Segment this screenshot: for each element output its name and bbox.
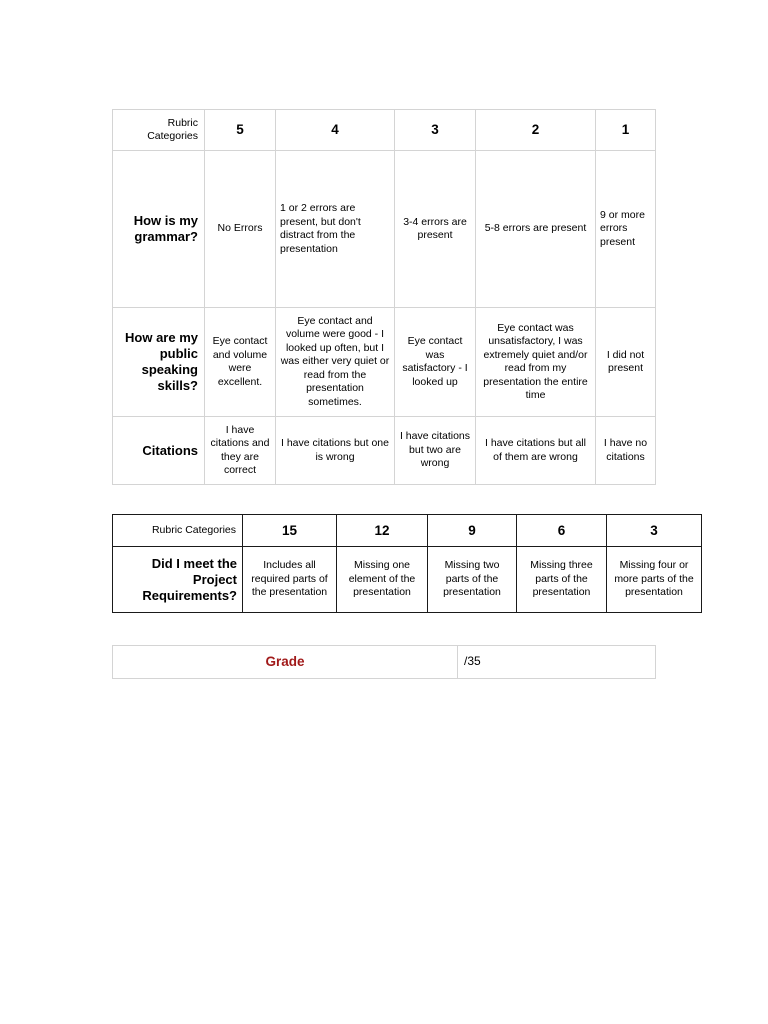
speaking-cell-4: Eye contact and volume were good - I looked up often, but I was either very quiet or read from the presentation sometimes. — [276, 308, 395, 417]
speaking-cell-5: Eye contact and volume were excellent. — [205, 308, 276, 417]
citations-cell-3: I have citations but two are wrong — [395, 417, 476, 485]
score-header-4: 4 — [276, 110, 395, 151]
rubric-row-requirements — [113, 547, 702, 613]
rubric-table-requirements — [112, 514, 702, 613]
citations-cell-2: I have citations but all of them are wrong — [476, 417, 596, 485]
citations-cell-1: I have no citations — [596, 417, 656, 485]
rubric2-categories-label: Rubric Categories — [113, 515, 243, 547]
score-header-2: 2 — [476, 110, 596, 151]
requirements-cell-3: Missing four or more parts of the presentation — [607, 547, 702, 613]
rubric-header-row — [113, 110, 656, 151]
row-label-requirements: Did I meet the Project Requirements? — [113, 547, 243, 613]
citations-cell-4: I have citations but one is wrong — [276, 417, 395, 485]
speaking-cell-3: Eye contact was satisfactory - I looked up — [395, 308, 476, 417]
grade-value-field[interactable]: /35 — [458, 646, 656, 679]
grammar-cell-1: 9 or more errors present — [596, 151, 656, 308]
grade-row — [113, 646, 656, 679]
row-label-public-speaking: How are my public speaking skills? — [113, 308, 205, 417]
requirements-cell-15: Includes all required parts of the presentation — [243, 547, 337, 613]
score-header-6: 6 — [517, 515, 607, 547]
requirements-cell-6: Missing three parts of the presentation — [517, 547, 607, 613]
rubric-row-citations — [113, 417, 656, 485]
rubric-table-main — [112, 109, 656, 485]
score-header-15: 15 — [243, 515, 337, 547]
grammar-cell-2: 5-8 errors are present — [476, 151, 596, 308]
citations-cell-5: I have citations and they are correct — [205, 417, 276, 485]
grammar-cell-3: 3-4 errors are present — [395, 151, 476, 308]
requirements-cell-12: Missing one element of the presentation — [337, 547, 428, 613]
rubric-row-grammar — [113, 151, 656, 308]
speaking-cell-2: Eye contact was unsatisfactory, I was extremely quiet and/or read from my presentation the entire time — [476, 308, 596, 417]
score-header-3: 3 — [395, 110, 476, 151]
requirements-cell-9: Missing two parts of the presentation — [428, 547, 517, 613]
speaking-cell-1: I did not present — [596, 308, 656, 417]
grammar-cell-5: No Errors — [205, 151, 276, 308]
score-header-9: 9 — [428, 515, 517, 547]
grammar-cell-4: 1 or 2 errors are present, but don't distract from the presentation — [276, 151, 395, 308]
grade-table — [112, 645, 656, 679]
rubric-categories-label: Rubric Categories — [113, 110, 205, 151]
grade-label: Grade — [113, 646, 458, 679]
score-header-12: 12 — [337, 515, 428, 547]
rubric2-header-row — [113, 515, 702, 547]
row-label-grammar: How is my grammar? — [113, 151, 205, 308]
score-header-3: 3 — [607, 515, 702, 547]
score-header-5: 5 — [205, 110, 276, 151]
rubric-row-public-speaking — [113, 308, 656, 417]
score-header-1: 1 — [596, 110, 656, 151]
row-label-citations: Citations — [113, 417, 205, 485]
